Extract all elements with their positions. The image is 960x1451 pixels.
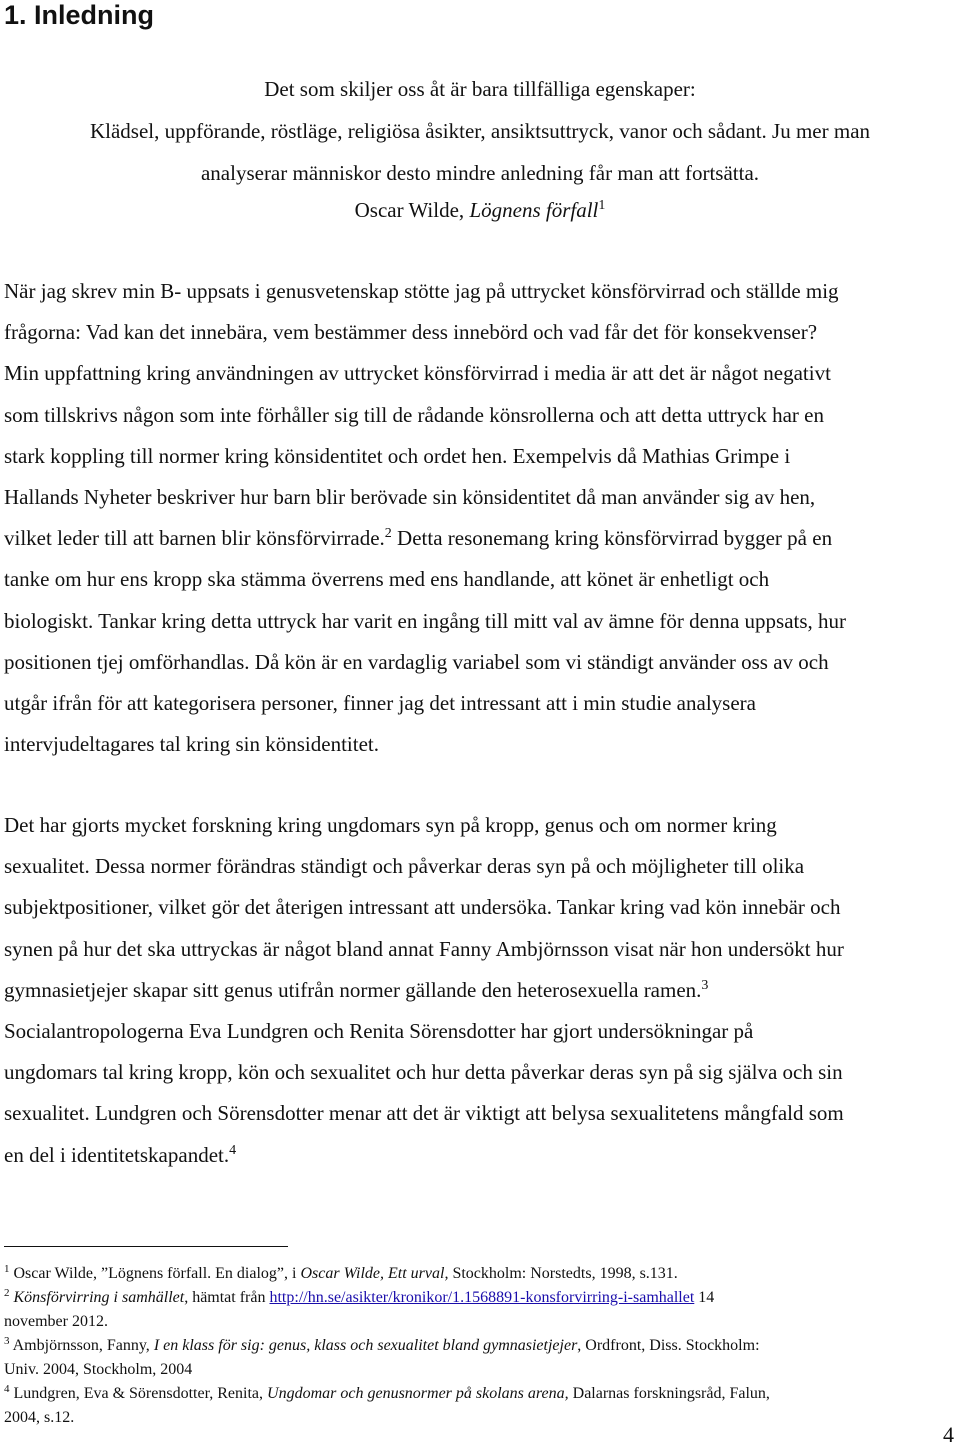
epigraph-attribution [0,195,960,225]
footnote-text: Lundgren, Eva & Sörensdotter, Renita, [9,1385,268,1402]
footnote-title: Oscar Wilde, Ett urval, [300,1265,449,1282]
epigraph-quote [0,68,960,194]
paragraph-text: Detta resonemang kring könsförvirrad bygger på en [397,526,833,551]
footnote-line: Univ. 2004, Stockholm, 2004 [4,1361,193,1378]
footnote-line [4,1382,944,1406]
footnotes [4,1262,944,1430]
footnote-ref-2[interactable]: 2 [384,526,392,542]
paragraph-line: sexualitet. Lundgren och Sörensdotter menar att det är viktigt att belysa sexualitetens mångfald som [4,1101,844,1126]
paragraph-text: vilket leder till att barnen blir könsförvirrade. [4,526,385,551]
footnote-2 [4,1286,944,1334]
footnote-ref-3[interactable]: 3 [701,977,709,993]
paragraph-line: som tillskrivs någon som inte förhåller sig till de rådande könsrollerna och att detta uttryck har en [4,402,824,427]
section-heading: 1. Inledning [4,0,155,30]
footnote-line [4,1334,944,1358]
paragraph-line: stark koppling till normer kring könsidentitet och ordet hen. Exempelvis då Mathias Grimpe i [4,443,791,468]
footnote-line: 2004, s.12. [4,1409,75,1426]
footnote-line [4,1286,944,1310]
footnote-number: 1 [4,1263,10,1275]
paragraph-line: Socialantropologerna Eva Lundgren och Renita Sörensdotter har gjort undersökningar på [4,1019,754,1044]
footnote-text: Oscar Wilde, ”Lögnens förfall. En dialog”, i [9,1265,301,1282]
paragraph-line: biologiskt. Tankar kring detta uttryck har varit en ingång till mitt val av ämne för denna uppsats, hur [4,608,847,633]
attribution-author: Oscar Wilde, [354,198,470,222]
footnote-title: Ungdomar och genusnormer på skolans arena, [267,1385,569,1402]
footnote-ref-4[interactable]: 4 [229,1142,237,1158]
footnote-text: Stockholm: Norstedts, 1998, s.131. [448,1265,678,1282]
paragraph-line: sexualitet. Dessa normer förändras ständigt och påverkar deras syn på och möjligheter till olika [4,854,805,879]
footnote-title: I en klass för sig: genus, klass och sexualitet bland gymnasietjejer [153,1337,578,1354]
footnote-number: 2 [4,1287,10,1299]
paragraph-line [4,1135,956,1176]
paragraph-line [4,518,956,559]
paragraph-line: subjektpositioner, vilket gör det återigen intressant att undersöka. Tankar kring vad kön innebär och [4,895,841,920]
footnote-text: 14 [694,1289,715,1306]
footnote-line [4,1262,944,1286]
footnote-ref-1[interactable]: 1 [598,198,606,213]
footnote-number: 3 [4,1335,10,1347]
footnote-line: november 2012. [4,1313,108,1330]
paragraph-line: utgår ifrån för att kategorisera personer, finner jag det intressant att i min studie analysera [4,691,756,716]
footnote-1 [4,1262,944,1286]
paragraph-line: Det har gjorts mycket forskning kring ungdomars syn på kropp, genus och om normer kring [4,813,777,837]
footnote-text: , Ordfront, Diss. Stockholm: [577,1337,760,1354]
footnote-text: Ambjörnsson, Fanny, [9,1337,154,1354]
paragraph-line: ungdomars tal kring kropp, kön och sexualitet och hur detta påverkar deras syn på sig själva och sin [4,1060,843,1085]
footnote-title: Könsförvirring i samhället [13,1289,185,1306]
attribution-work-title: Lögnens förfall [469,198,599,222]
paragraph-line: intervjudeltagares tal kring sin könsidentitet. [4,732,379,757]
page-number: 4 [943,1422,954,1447]
epigraph-line: analyserar människor desto mindre anledning får man att fortsätta. [200,161,760,185]
footnote-3 [4,1334,944,1382]
epigraph-line: Klädsel, uppförande, röstläge, religiösa åsikter, ansiktsuttryck, vanor och sådant. Ju mer man [89,119,871,143]
footnote-number: 4 [4,1383,10,1395]
paragraph-line: tanke om hur ens kropp ska stämma överrens med ens handlande, att könet är enhetligt och [4,567,770,592]
footnote-text: , hämtat från [184,1289,270,1306]
footnote-text: Dalarnas forskningsråd, Falun, [568,1385,770,1402]
paragraph-line: synen på hur det ska uttryckas är något bland annat Fanny Ambjörnsson visat när hon undersökt hur [4,936,844,961]
paragraph-line: Hallands Nyheter beskriver hur barn blir berövade sin könsidentitet då man använder sig av hen, [4,485,816,510]
paragraph-line [4,970,956,1011]
paragraph-line: positionen tjej omförhandlas. Då kön är en vardaglig variabel som vi ständigt använder oss av och [4,649,829,674]
footnote-divider [4,1246,288,1247]
paragraph-line: Min uppfattning kring användningen av uttrycket könsförvirrad i media är att det är något negativt [4,361,831,386]
paragraph-research [4,805,956,1176]
paragraph-line: frågorna: Vad kan det innebära, vem bestämmer dess innebörd och vad får det för konsekvenser? [4,320,818,345]
paragraph-intro [4,271,956,765]
paragraph-text: gymnasietjejer skapar sitt genus utifrån normer gällande den heterosexuella ramen. [4,977,702,1002]
paragraph-text: en del i identitetskapandet. [4,1142,230,1167]
footnote-link[interactable]: http://hn.se/asikter/kronikor/1.1568891-konsforvirring-i-samhallet [269,1289,695,1306]
paragraph-line: När jag skrev min B- uppsats i genusvetenskap stötte jag på uttrycket könsförvirrad och ställde mig [4,279,839,303]
footnote-4 [4,1382,944,1430]
epigraph-line: Det som skiljer oss åt är bara tillfälliga egenskaper: [264,77,696,101]
